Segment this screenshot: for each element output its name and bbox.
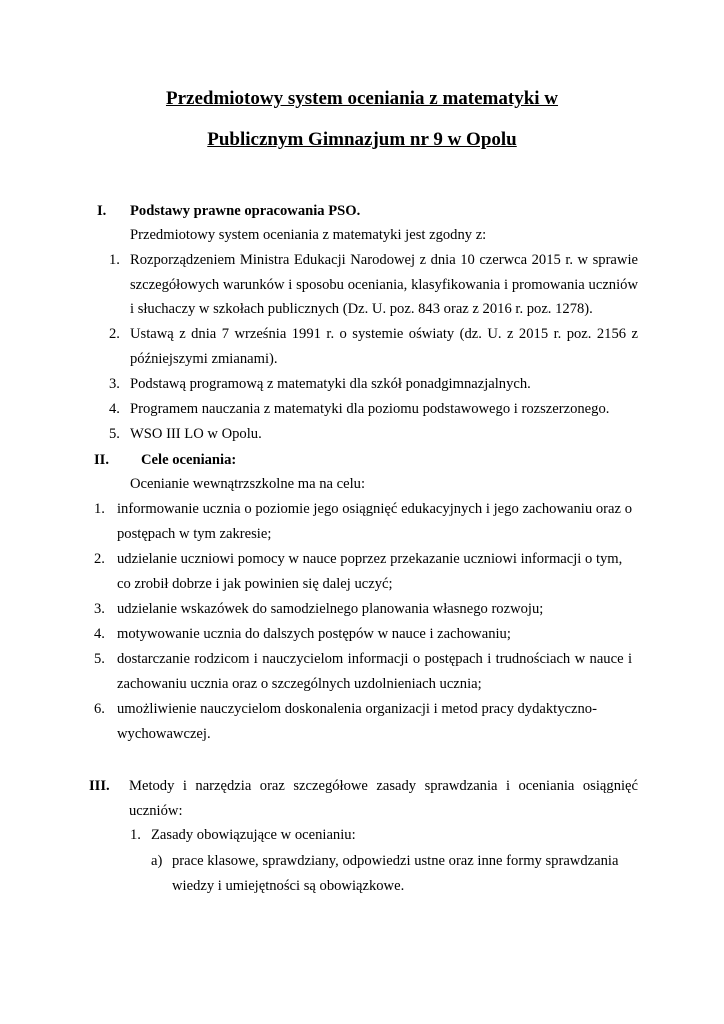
section-2-item-number: 2. bbox=[94, 551, 105, 567]
section-2-item-text: zachowaniu ucznia oraz o szczególnych uzdolnieniach ucznia; bbox=[117, 676, 482, 692]
document-title-line-2: Publicznym Gimnazjum nr 9 w Opolu bbox=[207, 129, 517, 150]
section-1-heading: Podstawy prawne opracowania PSO. bbox=[130, 203, 361, 219]
section-1-item-number: 1. bbox=[109, 252, 120, 268]
section-3-numeral: III. bbox=[89, 778, 110, 794]
section-3-sub-text: Zasady obowiązujące w ocenianiu: bbox=[151, 827, 356, 843]
section-2-item-text: postępach w tym zakresie; bbox=[117, 526, 272, 542]
section-2-item-text: udzielanie wskazówek do samodzielnego planowania własnego rozwoju; bbox=[117, 601, 544, 617]
section-3-heading-line-2: uczniów: bbox=[129, 803, 183, 819]
section-1-item-number: 3. bbox=[109, 376, 120, 392]
section-1-item-text: Programem nauczania z matematyki dla poziomu podstawowego i rozszerzonego. bbox=[130, 401, 610, 417]
section-1-item-number: 5. bbox=[109, 426, 120, 442]
section-3-heading-line-1: Metody i narzędzia oraz szczegółowe zasady sprawdzania i oceniania osiągnięć bbox=[129, 778, 638, 794]
section-1-item-text: Rozporządzeniem Ministra Edukacji Narodowej z dnia 10 czerwca 2015 r. w sprawie bbox=[130, 252, 638, 268]
section-2-numeral: II. bbox=[94, 452, 110, 468]
section-2-item-text: dostarczanie rodzicom i nauczycielom informacji o postępach i trudnościach w nauce i bbox=[117, 651, 632, 667]
section-1-item-text: i słuchaczy w szkołach publicznych (Dz. U. poz. 843 oraz z 2016 r. poz. 1278). bbox=[130, 301, 593, 317]
section-1-item-text: Ustawą z dnia 7 września 1991 r. o systemie oświaty (dz. U. z 2015 r. poz. 2156 z bbox=[130, 326, 638, 342]
document-title-line-1: Przedmiotowy system oceniania z matematyki w bbox=[165, 88, 559, 109]
section-1-item-text: WSO III LO w Opolu. bbox=[130, 426, 262, 442]
section-3-subitem-text: prace klasowe, sprawdziany, odpowiedzi ustne oraz inne formy sprawdzania bbox=[172, 853, 619, 869]
section-1-item-text: Podstawą programową z matematyki dla szkół ponadgimnazjalnych. bbox=[130, 376, 531, 392]
section-3-sub-number: 1. bbox=[130, 827, 141, 843]
section-1-item-number: 4. bbox=[109, 401, 120, 417]
section-2-item-text: umożliwienie nauczycielom doskonalenia organizacji i metod pracy dydaktyczno- bbox=[117, 701, 597, 717]
section-3-subitem-text: wiedzy i umiejętności są obowiązkowe. bbox=[172, 878, 405, 894]
section-2-item-text: motywowanie ucznia do dalszych postępów w nauce i zachowaniu; bbox=[117, 626, 511, 642]
section-2-item-number: 1. bbox=[94, 501, 105, 517]
section-2-item-text: udzielanie uczniowi pomocy w nauce poprzez przekazanie uczniowi informacji o tym, bbox=[117, 551, 623, 567]
section-2-item-number: 4. bbox=[94, 626, 105, 642]
section-2-item-number: 6. bbox=[94, 701, 105, 717]
section-1-intro: Przedmiotowy system oceniania z matematyki jest zgodny z: bbox=[130, 227, 487, 243]
section-1-item-text: szczegółowych warunków i sposobu oceniania, klasyfikowania i promowania uczniów bbox=[130, 277, 638, 293]
section-2-item-text: informowanie ucznia o poziomie jego osiągnięć edukacyjnych i jego zachowaniu oraz o bbox=[117, 501, 632, 517]
section-3-subitem-letter: a) bbox=[151, 853, 163, 869]
section-2-item-number: 5. bbox=[94, 651, 105, 667]
section-2-item-number: 3. bbox=[94, 601, 105, 617]
section-2-intro: Ocenianie wewnątrzszkolne ma na celu: bbox=[130, 476, 366, 492]
section-2-item-text: co zrobił dobrze i jak powinien się dalej uczyć; bbox=[117, 576, 393, 592]
section-2-heading: Cele oceniania: bbox=[141, 452, 237, 468]
section-1-numeral: I. bbox=[97, 203, 107, 219]
section-2-item-text: wychowawczej. bbox=[117, 726, 211, 742]
section-1-item-number: 2. bbox=[109, 326, 120, 342]
section-1-item-text: późniejszymi zmianami). bbox=[130, 351, 278, 367]
